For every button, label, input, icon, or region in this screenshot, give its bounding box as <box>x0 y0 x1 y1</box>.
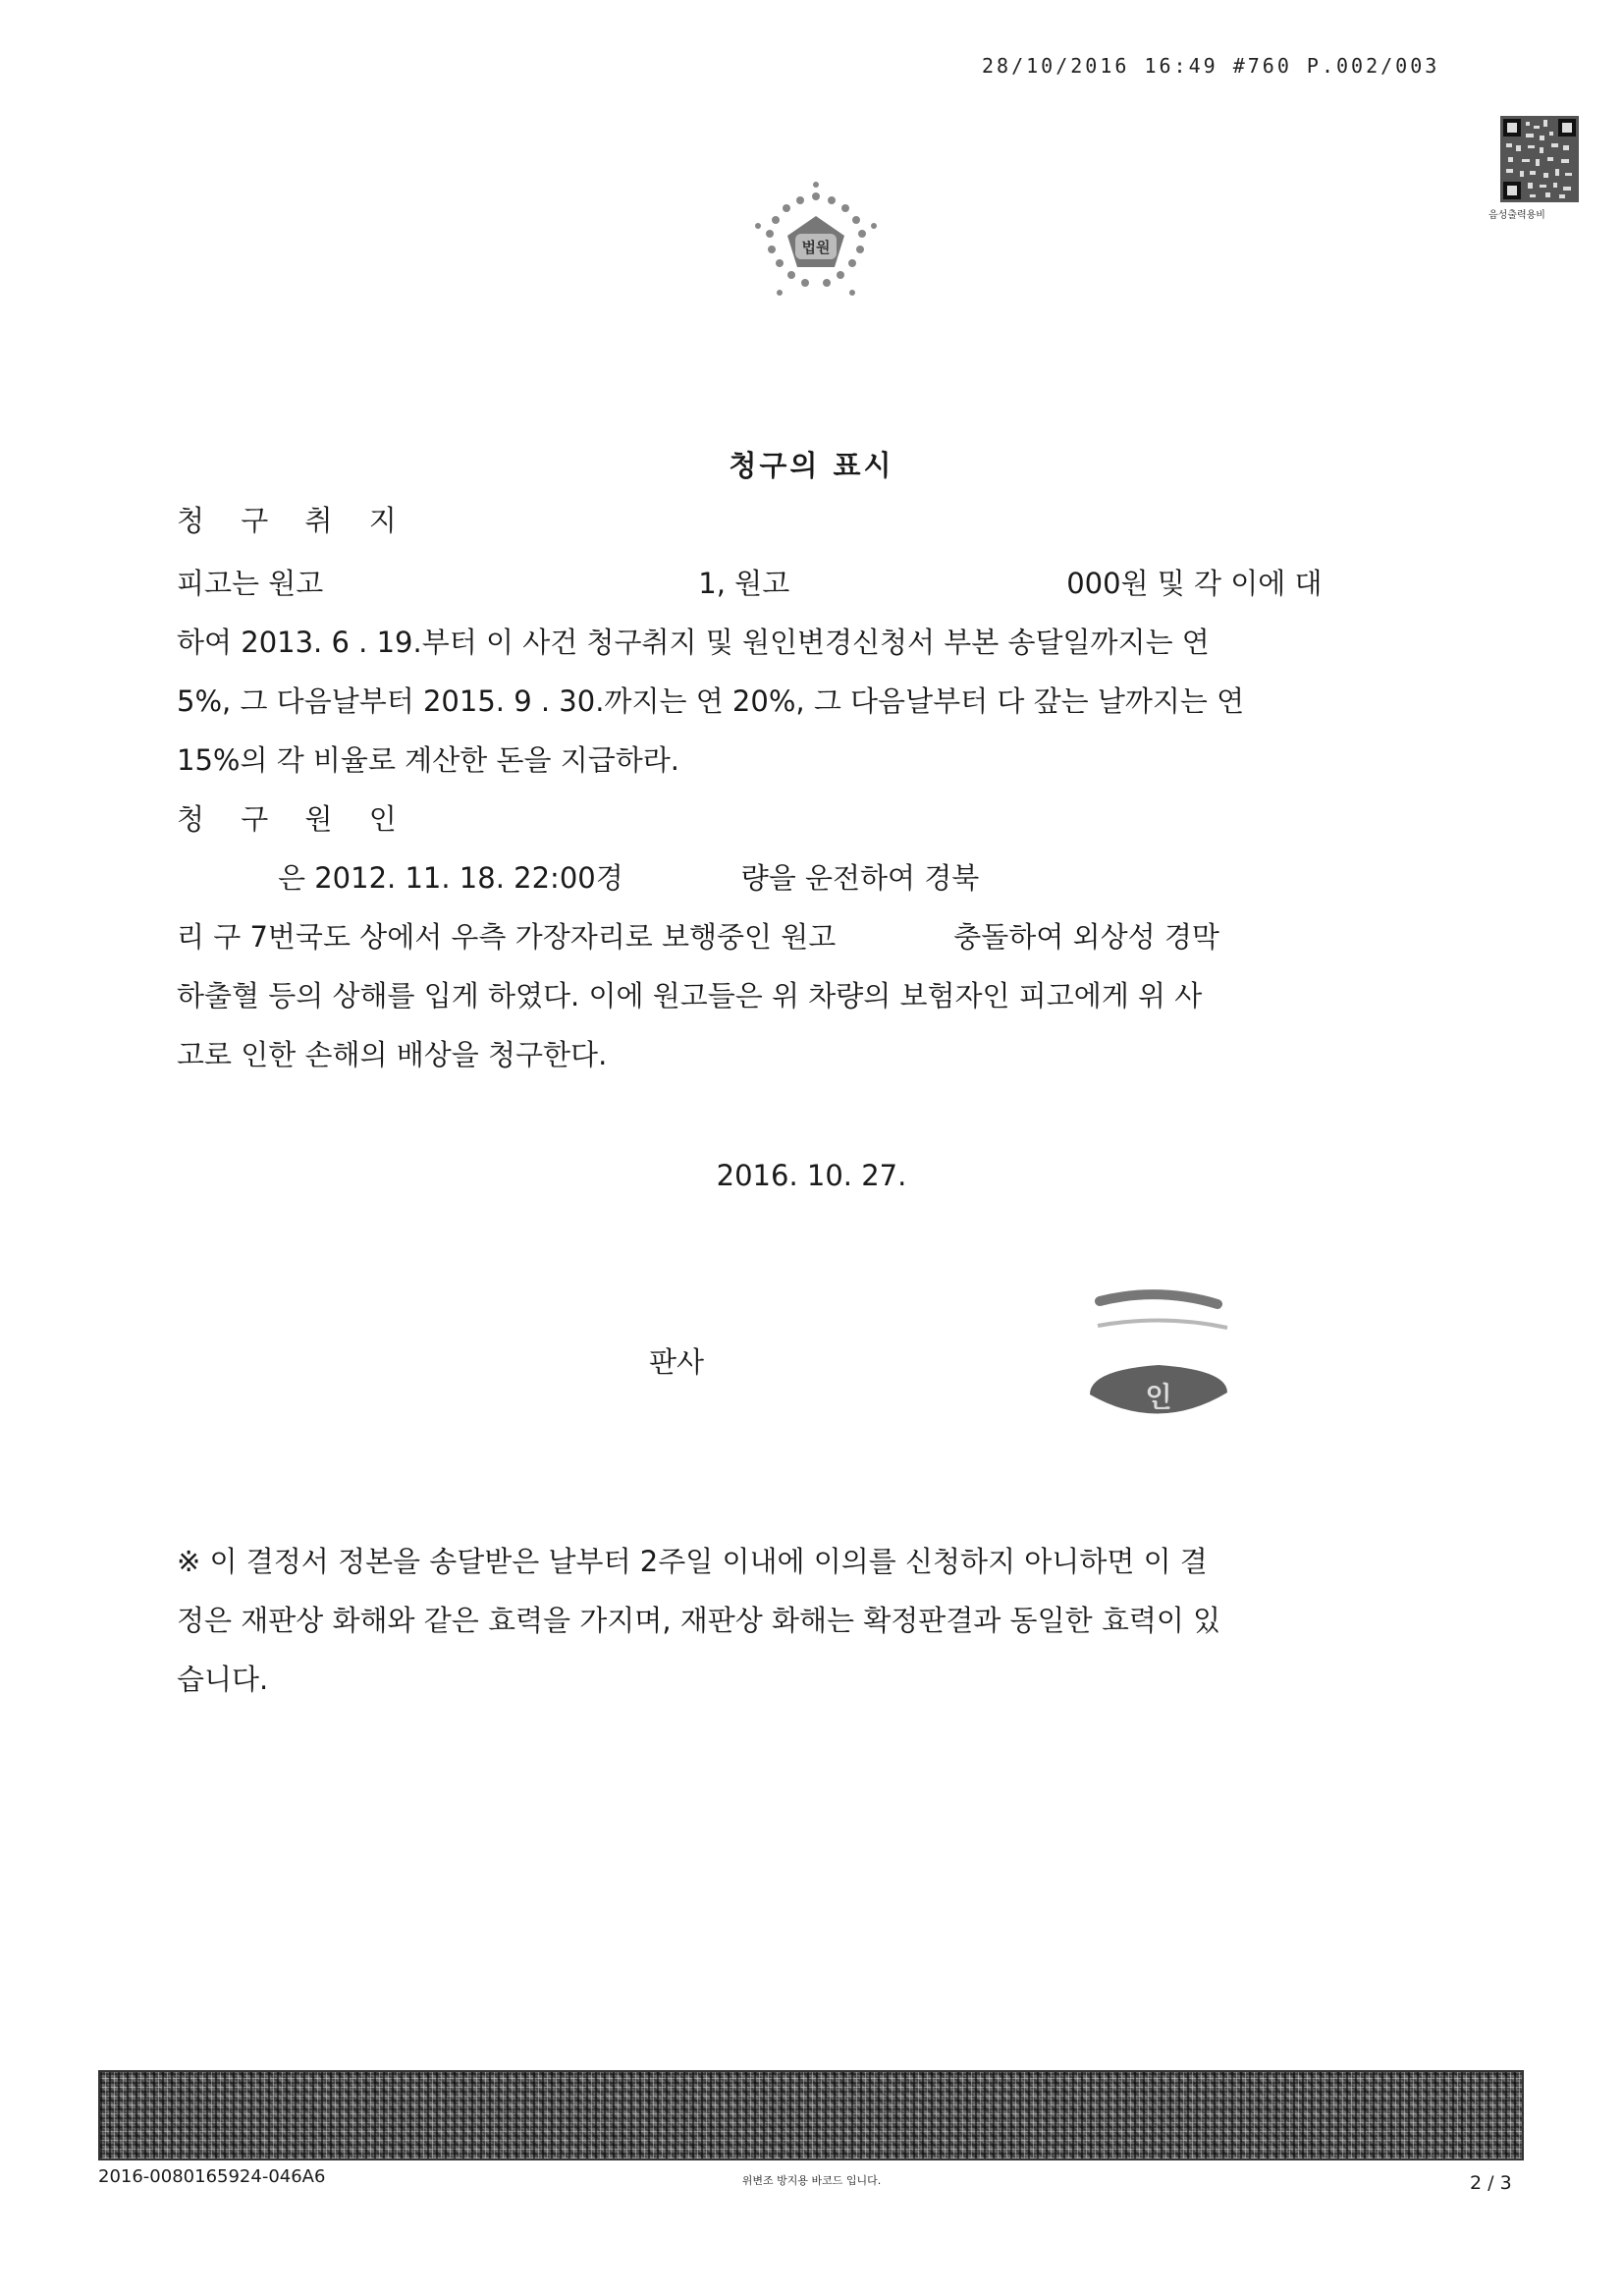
page-title: 청구의 표시 <box>729 449 894 482</box>
judge-label: 판사 <box>649 1345 705 1379</box>
seal-text: 인 <box>1145 1381 1172 1413</box>
claim-purpose-line-1-part-c: 000원 및 각 이에 대 <box>1066 567 1323 600</box>
notice-line-3: 습니다. <box>177 1663 269 1696</box>
document-number: 2016-0080165924-046A6 <box>98 2166 326 2187</box>
claim-purpose-line-3: 5%, 그 다음날부터 2015. 9 . 30.까지는 연 20%, 그 다음날부터 다 갚는 날까지는 연 <box>177 684 1245 718</box>
notice-line-1: ※ 이 결정서 정본을 송달받은 날부터 2주일 이내에 이의를 신청하지 아니하면 이 결 <box>177 1545 1208 1578</box>
judge-seal-stamp <box>1070 1267 1247 1434</box>
claim-purpose-line-2: 하여 2013. 6 . 19.부터 이 사건 청구취지 및 원인변경신청서 부본 송달일까지는 연 <box>177 626 1210 659</box>
claim-cause-line-1-part-a: 은 2012. 11. 18. 22:00경 <box>278 861 623 895</box>
claim-purpose-line-1-part-b: 1, 원고 <box>698 567 790 600</box>
court-emblem-logo <box>738 177 893 304</box>
anti-forgery-barcode <box>98 2070 1524 2160</box>
claim-cause-line-1 <box>278 856 979 897</box>
redaction-mask <box>623 862 741 891</box>
claim-purpose-line-1-part-a: 피고는 원고 <box>177 567 324 600</box>
emblem-text: 법원 <box>801 239 831 256</box>
qr-caption: 음성출력용비 <box>1488 210 1545 221</box>
redaction-mask <box>836 921 953 950</box>
claim-cause-line-2 <box>177 915 1219 956</box>
claim-purpose-line-1 <box>177 562 1323 602</box>
decision-date: 2016. 10. 27. <box>716 1159 907 1192</box>
claim-cause-line-3: 하출혈 등의 상해를 입게 하였다. 이에 원고들은 위 차량의 보험자인 피고에게 위 사 <box>177 979 1203 1012</box>
notice-line-2: 정은 재판상 화해와 같은 효력을 가지며, 재판상 화해는 확정판결과 동일한 효력이 있 <box>177 1604 1221 1637</box>
claim-cause-line-1-part-b: 량을 운전하여 경북 <box>740 861 980 895</box>
claim-purpose-line-4: 15%의 각 비율로 계산한 돈을 지급하라. <box>177 743 679 777</box>
qr-code <box>1500 116 1579 202</box>
claim-purpose-heading: 청 구 취 지 <box>177 504 410 537</box>
claim-cause-line-2-part-b: 충돌하여 외상성 경막 <box>953 920 1219 954</box>
fax-header-stamp: 28/10/2016 16:49 #760 P.002/003 <box>982 54 1440 78</box>
page-number: 2 / 3 <box>1470 2172 1512 2194</box>
claim-cause-line-4: 고로 인한 손해의 배상을 청구한다. <box>177 1038 608 1071</box>
claim-cause-line-2-part-a: 리 구 7번국도 상에서 우측 가장자리로 보행중인 원고 <box>177 920 837 954</box>
redaction-mask <box>323 568 698 596</box>
redaction-mask <box>789 568 1066 596</box>
claim-cause-heading: 청 구 원 인 <box>177 802 410 836</box>
barcode-caption: 위변조 방지용 바코드 입니다. <box>741 2174 882 2187</box>
